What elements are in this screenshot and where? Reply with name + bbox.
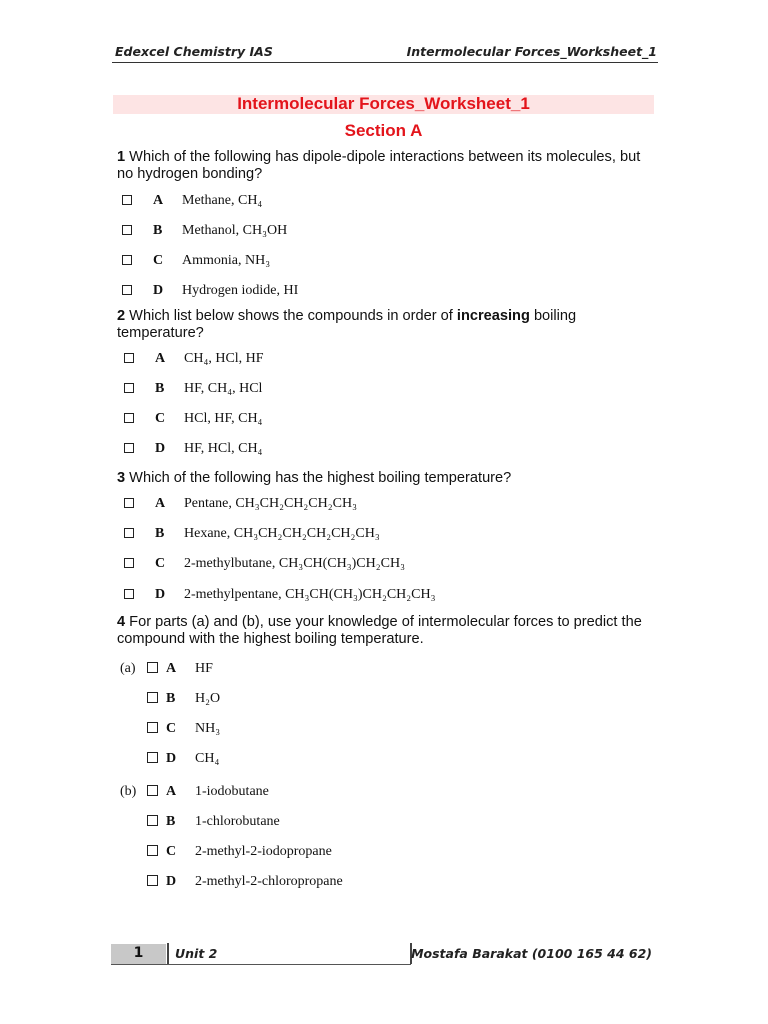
q4a-option-d[interactable]	[147, 750, 158, 768]
option-text: 2-methyl-2-iodopropane	[195, 844, 332, 859]
option-text: HF, HCl, CH₄	[184, 441, 263, 456]
q1-option-c[interactable]	[122, 252, 132, 270]
checkbox[interactable]	[124, 528, 134, 538]
part-b-label: (b)	[120, 784, 137, 799]
option-text: HF	[195, 661, 213, 676]
option-text: Hexane, CH₃CH₂CH₂CH₂CH₂CH₃	[184, 526, 380, 541]
footer-author: Mostafa Barakat (0100 165 44 62)	[411, 946, 652, 961]
q3-option-c[interactable]	[124, 555, 134, 573]
checkbox[interactable]	[122, 285, 132, 295]
checkbox[interactable]	[124, 558, 134, 568]
question-text: boiling temperature?	[117, 308, 577, 341]
option-letter: C	[166, 721, 177, 736]
option-letter: A	[155, 496, 166, 511]
q2-option-b[interactable]	[124, 380, 134, 398]
checkbox[interactable]	[122, 255, 132, 265]
option-letter: C	[153, 253, 164, 268]
option-text: H₂O	[195, 691, 221, 706]
q2-option-a[interactable]	[124, 350, 134, 368]
q4a-option-b[interactable]	[147, 690, 158, 708]
checkbox[interactable]	[124, 413, 134, 423]
checkbox[interactable]	[147, 692, 158, 703]
question-1	[117, 149, 657, 182]
q3-option-d[interactable]	[124, 586, 134, 604]
option-letter: A	[155, 351, 166, 366]
option-text: 2-methylpentane, CH₃CH(CH₃)CH₂CH₂CH₃	[184, 587, 436, 602]
q1-option-b[interactable]	[122, 222, 132, 240]
option-text: 1-iodobutane	[195, 784, 269, 799]
checkbox[interactable]	[147, 752, 158, 763]
checkbox[interactable]	[122, 195, 132, 205]
checkbox[interactable]	[124, 353, 134, 363]
q4b-option-b[interactable]	[147, 813, 158, 831]
checkbox[interactable]	[124, 498, 134, 508]
q4b-option-d[interactable]	[147, 873, 158, 891]
question-2	[117, 308, 657, 341]
option-letter: B	[155, 381, 165, 396]
checkbox[interactable]	[147, 875, 158, 886]
checkbox[interactable]	[122, 225, 132, 235]
question-4	[117, 614, 657, 647]
checkbox[interactable]	[147, 662, 158, 673]
option-letter: B	[166, 814, 176, 829]
q1-option-d[interactable]	[122, 282, 132, 300]
option-letter: C	[166, 844, 177, 859]
footer-unit: Unit 2	[175, 946, 218, 961]
option-text: CH₄	[195, 751, 220, 766]
option-text: 2-methylbutane, CH₃CH(CH₃)CH₂CH₃	[184, 556, 405, 571]
footer-divider	[167, 943, 169, 964]
q4b-option-a[interactable]	[147, 783, 158, 801]
option-letter: D	[155, 441, 166, 456]
option-letter: C	[155, 556, 166, 571]
option-text: Methane, CH₄	[182, 193, 263, 208]
option-letter: D	[153, 283, 164, 298]
document-title: Intermolecular Forces_Worksheet_1	[237, 94, 530, 113]
checkbox[interactable]	[124, 383, 134, 393]
q4a-option-a[interactable]	[147, 660, 158, 678]
checkbox[interactable]	[147, 845, 158, 856]
question-3	[117, 470, 657, 487]
option-text: NH₃	[195, 721, 221, 736]
footer-rule	[111, 964, 411, 965]
question-number: 3	[117, 470, 126, 486]
q2-option-c[interactable]	[124, 410, 134, 428]
option-text: Ammonia, NH₃	[182, 253, 271, 268]
checkbox[interactable]	[147, 785, 158, 796]
q1-option-a[interactable]	[122, 192, 132, 210]
option-text: CH₄, HCl, HF	[184, 351, 264, 366]
option-text: 2-methyl-2-chloropropane	[195, 874, 343, 889]
checkbox[interactable]	[147, 815, 158, 826]
option-letter: A	[166, 784, 177, 799]
question-number: 1	[117, 149, 126, 165]
checkbox[interactable]	[124, 589, 134, 599]
option-letter: B	[153, 223, 163, 238]
option-letter: D	[166, 874, 177, 889]
option-letter: C	[155, 411, 166, 426]
q3-option-b[interactable]	[124, 525, 134, 543]
header-right: Intermolecular Forces_Worksheet_1	[406, 44, 657, 59]
checkbox[interactable]	[147, 722, 158, 733]
question-text: Which of the following has dipole-dipole interactions between its molecules, but no hydrogen bonding?	[117, 149, 641, 182]
option-text: Methanol, CH₃OH	[182, 223, 288, 238]
checkbox[interactable]	[124, 443, 134, 453]
header-left: Edexcel Chemistry IAS	[115, 44, 273, 59]
header-rule	[112, 62, 658, 63]
option-letter: B	[155, 526, 165, 541]
question-number: 4	[117, 614, 126, 630]
option-text: 1-chlorobutane	[195, 814, 280, 829]
q2-option-d[interactable]	[124, 440, 134, 458]
question-emphasis: increasing	[456, 308, 530, 324]
option-text: Pentane, CH₃CH₂CH₂CH₂CH₃	[184, 496, 357, 511]
option-letter: A	[153, 193, 164, 208]
q4a-option-c[interactable]	[147, 720, 158, 738]
question-text: Which list below shows the compounds in order of	[125, 308, 457, 324]
part-a-label: (a)	[120, 661, 136, 676]
option-letter: A	[166, 661, 177, 676]
option-letter: D	[166, 751, 177, 766]
option-text: Hydrogen iodide, HI	[182, 283, 299, 298]
question-number: 2	[117, 308, 126, 324]
option-letter: D	[155, 587, 166, 602]
question-text: Which of the following has the highest boiling temperature?	[125, 470, 512, 486]
option-letter: B	[166, 691, 176, 706]
q4b-option-c[interactable]	[147, 843, 158, 861]
section-title: Section A	[344, 121, 423, 140]
option-text: HCl, HF, CH₄	[184, 411, 263, 426]
q3-option-a[interactable]	[124, 495, 134, 513]
question-text: For parts (a) and (b), use your knowledge of intermolecular forces to predict the compound with the highest boiling temperature.	[117, 614, 642, 647]
option-text: HF, CH₄, HCl	[184, 381, 263, 396]
page-number: 1	[133, 945, 144, 961]
